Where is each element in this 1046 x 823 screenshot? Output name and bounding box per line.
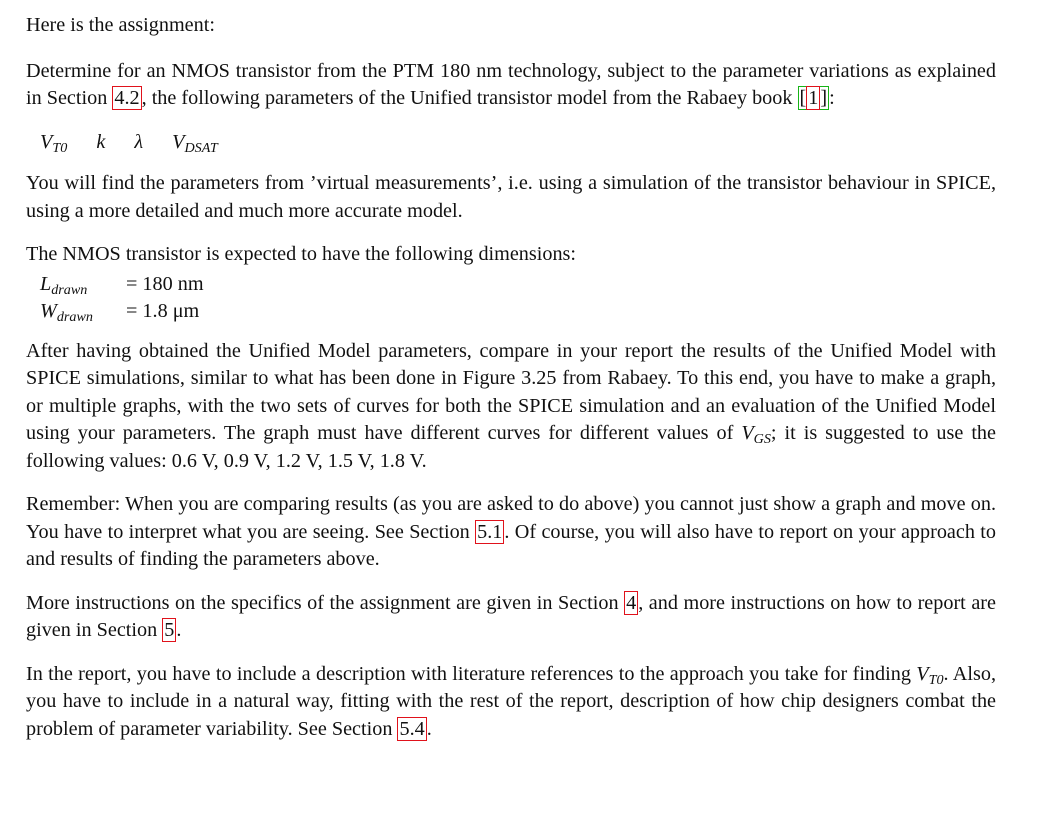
section-link-5-1[interactable]: 5.1 [477,520,503,543]
p1-text-1: Determine for an NMOS transistor from the PTM 180 nm technology, subject to the parameter variations as explained in Section [26,59,996,109]
p7-text-3: . [426,717,432,740]
vgs-symbol: V [741,422,754,444]
param-k: k [96,130,106,153]
paragraph-virtual-measurements: You will find the parameters from ’virtual measurements’, i.e. using a simulation of the transistor behaviour in SPICE, using a more detailed and much more accurate model. [26,172,996,222]
p7-text-2: . Also, you have to include in a natural way, fitting with the rest of the report, description of how chip designers combat the problem of parameter variability. See Section [26,662,996,740]
p1-text-2: , the following parameters of the Unified transistor model from the Rabaey book [141,87,798,109]
param-lambda: λ [134,130,144,153]
p6-text-1: More instructions on the specifics of the assignment are given in Section [26,591,625,614]
p6-text-3: . [176,619,182,641]
parameter-list [40,129,996,157]
dimension-length [40,271,996,299]
length-value: = 180 nm [126,272,204,295]
paragraph-remember [26,491,996,574]
vt0-sub: T0 [928,671,944,688]
p1-text-3: : [829,87,835,109]
section-link-5[interactable]: 5 [164,619,175,641]
paragraph-dimensions-intro: The NMOS transistor is expected to have the following dimensions: [26,243,577,265]
p6-text-2: , and more instructions on how to report are given in Section [26,591,996,641]
width-sub: drawn [56,309,93,325]
param-vt0 [40,130,68,156]
p5-text-1: Remember: When you are comparing results (as you are asked to do above) you cannot just show a graph and move on. You have to interpret what you are seeing. See Section [26,493,996,543]
paragraph-parameters [26,58,996,113]
width-value: = 1.8 μm [126,300,200,322]
width-symbol: W [40,300,57,322]
p4-text-1: After having obtained the Unified Model parameters, compare in your report the results of the Unified Model with SPICE simulations, similar to what has been done in Figure 3.25 from Rabaey. To this end, you have to make a graph, or multiple graphs, with the two sets of curves for both the SPICE simulation and an evaluation of the Unified Model using your parameters. The graph must have different curves for different values of [26,339,996,444]
vgs-sub: GS [753,431,771,447]
dimensions-block [40,271,996,326]
intro-text: Here is the assignment: [26,14,215,36]
section-link-4[interactable]: 4 [626,591,637,614]
dimension-width [40,298,996,326]
section-link-4-2[interactable]: 4.2 [114,87,140,109]
paragraph-report-literature [26,661,996,744]
paragraph-compare-spice [26,338,996,476]
param-vt0-sub: T0 [52,139,68,156]
cite-open: [ [799,87,807,109]
p5-text-2: . Of course, you will also have to report on your approach to and results of finding the parameters above. [26,520,997,570]
param-vdsat [172,130,218,156]
section-link-5-4[interactable]: 5.4 [399,717,425,740]
param-vdsat-sub: DSAT [184,139,218,156]
length-sub: drawn [51,281,88,298]
vt0-symbol: V [916,662,929,685]
paragraph-more-instructions [26,590,996,645]
citation-link-1[interactable] [798,86,830,110]
assignment-document [26,12,996,743]
param-vdsat-main: V [172,130,185,153]
cite-number[interactable]: 1 [808,87,819,109]
p4-text-2: ; it is suggested to use the following values: 0.6 V, 0.9 V, 1.2 V, 1.5 V, 1.8 V. [26,422,996,472]
param-vt0-main: V [40,130,53,153]
cite-close: ] [820,87,828,109]
p7-text-1: In the report, you have to include a description with literature references to the approach you take for finding [26,662,917,685]
length-symbol: L [40,272,52,295]
